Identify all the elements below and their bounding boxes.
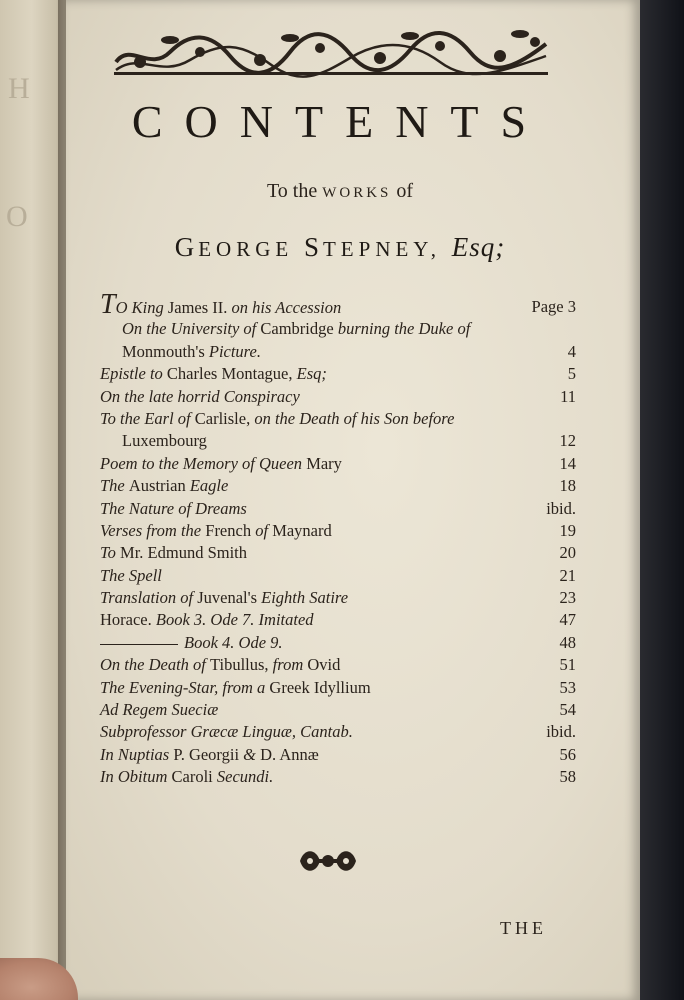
toc-entry bbox=[100, 766, 576, 788]
toc-text-run: The bbox=[100, 476, 129, 496]
toc-entry-title bbox=[100, 721, 353, 743]
toc-entry bbox=[100, 744, 576, 766]
toc-page-number: 14 bbox=[559, 453, 576, 473]
facing-page-bleedthrough: O bbox=[6, 200, 28, 233]
toc-page-number: ibid. bbox=[546, 498, 576, 518]
toc-text-run: French bbox=[205, 520, 256, 540]
toc-entry-title bbox=[100, 386, 300, 408]
toc-entry-title bbox=[100, 587, 348, 609]
toc-entry bbox=[100, 609, 576, 631]
author-initial-2: S bbox=[303, 232, 323, 262]
toc-entry bbox=[100, 386, 576, 408]
toc-entry bbox=[100, 318, 576, 340]
toc-page-number: 19 bbox=[559, 520, 576, 540]
subtitle bbox=[120, 180, 560, 203]
toc-text-run: In Obitum bbox=[100, 767, 172, 787]
toc-page-number: 18 bbox=[559, 476, 576, 496]
toc-text-run: Charles Montague, bbox=[166, 364, 297, 384]
toc-text-run: The Spell bbox=[100, 565, 162, 585]
toc-text-run: burning the Duke of bbox=[337, 319, 471, 339]
table-of-contents bbox=[100, 289, 576, 789]
toc-entry bbox=[100, 542, 576, 564]
toc-entry-title bbox=[100, 766, 273, 788]
toc-text-run: The Nature of Dreams bbox=[100, 498, 247, 518]
toc-entry-title bbox=[100, 520, 332, 542]
toc-text-run: O King bbox=[115, 298, 168, 317]
toc-page-number: 21 bbox=[559, 565, 576, 585]
ditto-rule bbox=[100, 644, 178, 645]
toc-entry-title bbox=[100, 744, 319, 766]
toc-text-run: from bbox=[272, 655, 308, 675]
toc-text-run: To bbox=[100, 543, 121, 563]
toc-entry-title bbox=[100, 289, 342, 320]
toc-entry-title bbox=[100, 632, 283, 654]
toc-text-run: Cambridge bbox=[260, 319, 338, 339]
toc-page-number: 48 bbox=[559, 632, 576, 652]
toc-entry bbox=[100, 498, 576, 520]
author-title: Esq; bbox=[451, 232, 506, 262]
toc-entry-title bbox=[100, 363, 327, 385]
toc-entry-title bbox=[122, 318, 470, 340]
toc-entry bbox=[100, 587, 576, 609]
toc-page-number: 51 bbox=[559, 655, 576, 675]
toc-page-number: 47 bbox=[559, 610, 576, 630]
toc-page-number: 20 bbox=[559, 543, 576, 563]
toc-text-run: Esq; bbox=[296, 364, 327, 384]
subtitle-prefix: To the bbox=[266, 180, 318, 202]
toc-text-run: Secundi. bbox=[216, 767, 274, 787]
toc-text-run: Subprofessor Græcæ Linguæ, Cantab. bbox=[100, 722, 353, 742]
toc-text-run: To the Earl of bbox=[100, 408, 195, 428]
subtitle-works: WORKS bbox=[322, 185, 392, 201]
tailpiece-ornament-icon bbox=[296, 846, 360, 876]
toc-entry bbox=[100, 341, 576, 363]
toc-text-run: Caroli bbox=[171, 767, 217, 787]
toc-entry bbox=[100, 430, 576, 452]
toc-text-run: Carlisle, bbox=[194, 408, 255, 428]
toc-text-run: & bbox=[243, 744, 261, 764]
toc-text-run: Greek Idyllium bbox=[269, 677, 371, 697]
toc-entry-title bbox=[100, 475, 228, 497]
toc-entry-title bbox=[122, 430, 207, 452]
toc-entry bbox=[100, 654, 576, 676]
drop-cap: T bbox=[100, 289, 116, 320]
toc-text-run: Ovid bbox=[307, 655, 341, 675]
toc-text-run: on his Accession bbox=[231, 298, 342, 317]
toc-entry-title bbox=[100, 609, 314, 631]
toc-text-run: On the late horrid Conspiracy bbox=[100, 386, 300, 406]
toc-text-run: Book 3. Ode 7. Imitated bbox=[155, 610, 314, 630]
toc-text-run: Book 4. Ode 9. bbox=[184, 632, 283, 652]
toc-text-run: On the University of bbox=[122, 319, 261, 339]
toc-text-run: Austrian bbox=[128, 476, 190, 496]
toc-text-run: James II. bbox=[167, 298, 232, 317]
toc-entry bbox=[100, 632, 576, 654]
toc-entry-title bbox=[100, 408, 454, 430]
toc-page-number: 23 bbox=[559, 588, 576, 608]
facing-page-bleedthrough: H bbox=[8, 72, 30, 105]
toc-text-run: Eighth Satire bbox=[261, 588, 349, 608]
headpiece-ornament-icon bbox=[110, 22, 552, 80]
toc-page-number: 4 bbox=[567, 341, 576, 361]
toc-text-run: The Evening-Star, from a bbox=[100, 677, 270, 697]
toc-text-run: In Nuptias bbox=[100, 744, 174, 764]
toc-text-run: of bbox=[255, 520, 273, 540]
toc-text-run: Monmouth's bbox=[122, 341, 209, 361]
author-initial: G bbox=[174, 232, 199, 262]
toc-page-number: ibid. bbox=[546, 722, 576, 742]
toc-entry bbox=[100, 565, 576, 587]
toc-entry-title bbox=[100, 565, 162, 587]
toc-entry bbox=[100, 475, 576, 497]
toc-text-run: Verses from the bbox=[100, 520, 206, 540]
toc-entry-title bbox=[100, 542, 247, 564]
toc-entry bbox=[100, 408, 576, 430]
author-name bbox=[100, 232, 580, 263]
toc-entry bbox=[100, 453, 576, 475]
catchword: THE bbox=[500, 918, 547, 938]
toc-text-run: Epistle to bbox=[100, 364, 167, 384]
toc-text-run: on the Death of his Son before bbox=[254, 408, 455, 428]
toc-text-run: Tibullus, bbox=[209, 655, 273, 675]
toc-entry bbox=[100, 677, 576, 699]
toc-entry bbox=[100, 289, 576, 320]
toc-entry bbox=[100, 721, 576, 743]
toc-page-number: 12 bbox=[559, 431, 576, 451]
toc-text-run: Maynard bbox=[272, 520, 332, 540]
page-title: CONTENTS bbox=[131, 96, 549, 147]
subtitle-suffix: of bbox=[396, 180, 414, 202]
toc-text-run: On the Death of bbox=[100, 655, 210, 675]
toc-text-run: Eagle bbox=[189, 476, 229, 496]
toc-page-number: Page 3 bbox=[531, 297, 576, 316]
toc-page-number: 53 bbox=[559, 677, 576, 697]
toc-page-number: 11 bbox=[560, 386, 576, 406]
author-last-name: TEPNEY, bbox=[322, 237, 442, 261]
author-first-name: EORGE bbox=[198, 237, 294, 261]
toc-entry-title bbox=[100, 498, 247, 520]
toc-text-run: Mr. Edmund Smith bbox=[120, 543, 248, 563]
toc-entry-title bbox=[100, 453, 342, 475]
toc-entry-title bbox=[100, 699, 218, 721]
toc-page-number: 56 bbox=[559, 744, 576, 764]
toc-page-number: 5 bbox=[567, 364, 576, 384]
toc-entry-title bbox=[100, 654, 340, 676]
toc-text-run: P. Georgii bbox=[173, 744, 244, 764]
toc-page-number: 54 bbox=[559, 700, 576, 720]
toc-entry-title bbox=[122, 341, 261, 363]
toc-text-run: Juvenal's bbox=[197, 588, 262, 608]
toc-text-run: D. Annæ bbox=[260, 744, 319, 764]
toc-text-run: Mary bbox=[306, 453, 342, 473]
toc-text-run: Picture. bbox=[208, 341, 261, 361]
toc-page-number: 58 bbox=[559, 767, 576, 787]
toc-entry bbox=[100, 520, 576, 542]
background-edge bbox=[640, 0, 684, 1000]
toc-text-run: Luxembourg bbox=[122, 431, 207, 451]
toc-text-run: Poem to the Memory of Queen bbox=[100, 453, 307, 473]
toc-entry bbox=[100, 363, 576, 385]
toc-text-run: Ad Regem Sueciæ bbox=[100, 700, 219, 720]
toc-entry-title bbox=[100, 677, 371, 699]
toc-entry bbox=[100, 699, 576, 721]
toc-text-run: Translation of bbox=[100, 588, 198, 608]
toc-text-run: Horace. bbox=[100, 610, 156, 630]
